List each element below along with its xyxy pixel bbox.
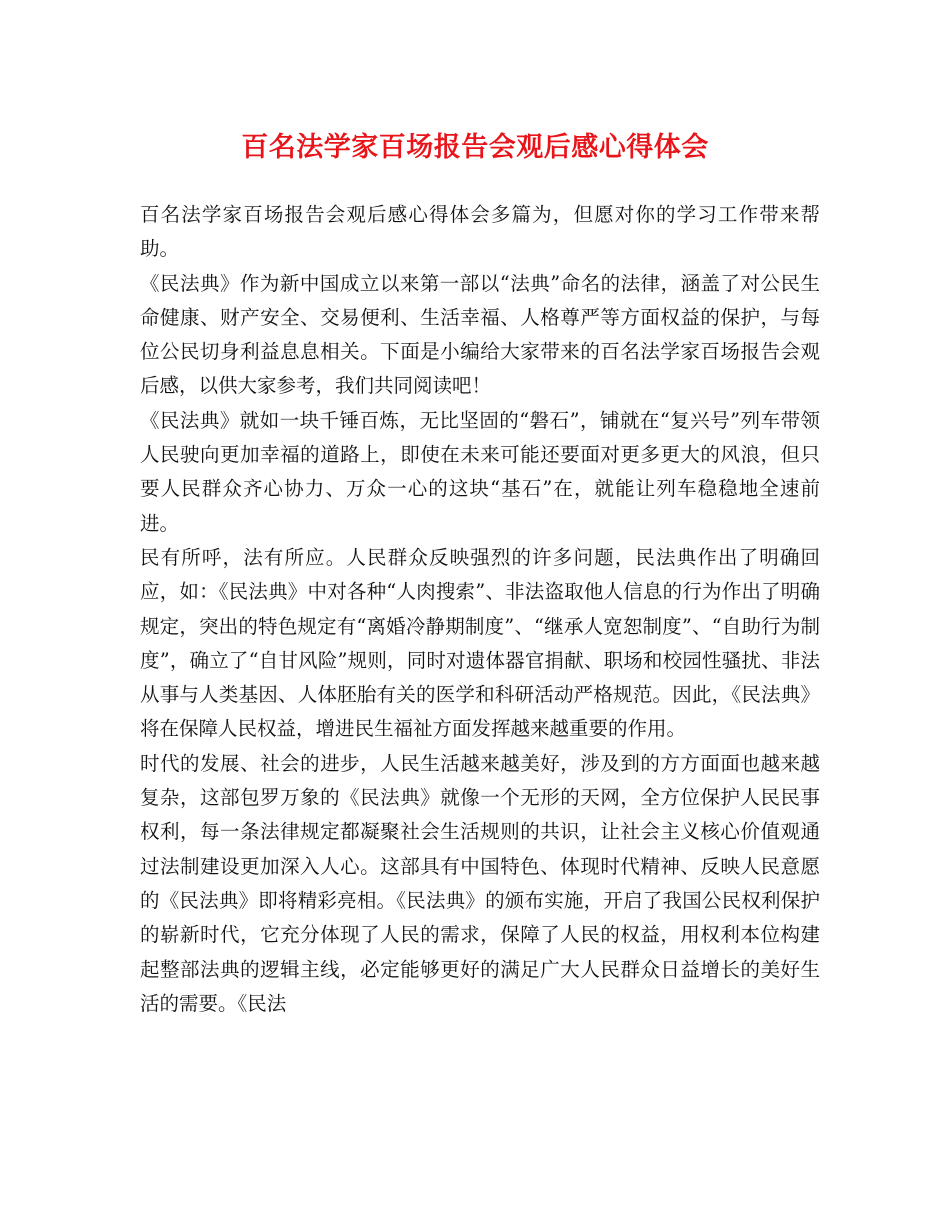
- document-title: 百名法学家百场报告会观后感心得体会: [241, 132, 709, 163]
- paragraph-era-development: 时代的发展、社会的进步，人民生活越来越美好，涉及到的方方面面也越来越复杂，这部包罗万象的《民法典》就像一个无形的天网，全方位保护人民民事权利，每一条法律规定都凝聚社会生活规则的共识，让社会主义核心价值观通过法制建设更加深入人心。这部具有中国特色、体现时代精神、反映人民意愿的《民法典》即将精彩亮相。《民法典》的颁布实施，开启了我国公民权利保护的崭新时代，它充分体现了人民的需求，保障了人民的权益，用权利本位构建起整部法典的逻辑主线，必定能够更好的满足广大人民群众日益增长的美好生活的需要。《民法: [140, 751, 820, 1015]
- document-body: [140, 198, 820, 1021]
- paragraph-intro: 百名法学家百场报告会观后感心得体会多篇为，但愿对你的学习工作带来帮助。: [140, 203, 820, 261]
- paragraph-cornerstone: 《民法典》就如一块千锤百炼，无比坚固的“磐石”，铺就在“复兴号”列车带领人民驶向更加幸福的道路上，即使在未来可能还要面对更多更大的风浪，但只要人民群众齐心协力、万众一心的这块“基石”在，就能让列车稳稳地全速前进。: [140, 408, 820, 535]
- paragraph-civil-code-overview: 《民法典》作为新中国成立以来第一部以“法典”命名的法律，涵盖了对公民生命健康、财产安全、交易便利、生活幸福、人格尊严等方面权益的保护，与每位公民切身利益息息相关。下面是小编给大家带来的百名法学家百场报告会观后感，以供大家参考，我们共同阅读吧！: [140, 271, 820, 398]
- paragraph-public-response: 民有所呼，法有所应。人民群众反映强烈的许多问题，民法典作出了明确回应，如：《民法典》中对各种“人肉搜索”、非法盗取他人信息的行为作出了明确规定，突出的特色规定有“离婚冷静期制度”、“继承人宽恕制度”、“自助行为制度”，确立了“自甘风险”规则，同时对遗体器官捐献、职场和校园性骚扰、非法从事与人类基因、人体胚胎有关的医学和科研活动严格规范。因此，《民法典》将在保障人民权益，增进民生福祉方面发挥越来越重要的作用。: [140, 545, 820, 741]
